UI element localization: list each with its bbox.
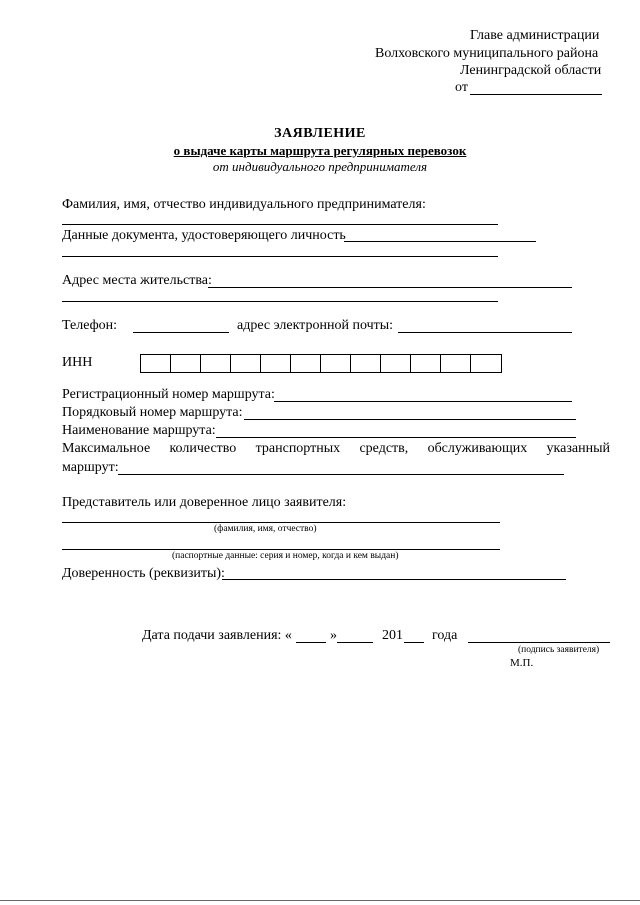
document-from: от индивидуального предпринимателя [212,159,428,174]
inn-cell[interactable] [411,355,441,372]
route-order-number-field[interactable] [244,419,576,420]
representative-fio-caption: (фамилия, имя, отчество) [214,524,317,534]
fio-field[interactable] [62,224,498,225]
representative-fio-field[interactable] [62,522,500,523]
inn-cell[interactable] [351,355,381,372]
header-from-label: от [455,80,468,95]
route-name-label: Наименование маршрута: [62,423,216,438]
signature-field[interactable] [468,642,610,643]
inn-label: ИНН [62,355,93,370]
header-from-field[interactable] [470,94,602,95]
inn-cell[interactable] [381,355,411,372]
route-reg-number-label: Регистрационный номер маршрута: [62,387,275,402]
max-vehicles-field[interactable] [118,474,564,475]
phone-field[interactable] [133,332,229,333]
date-month-field[interactable] [337,642,373,643]
date-year-field[interactable] [404,642,424,643]
document-title: ЗАЯВЛЕНИЕ [274,126,366,141]
date-label: Дата подачи заявления: « [142,628,292,643]
document-subtitle: о выдаче карты маршрута регулярных перевозок [173,143,467,158]
route-name-field[interactable] [216,437,576,438]
inn-cell[interactable] [141,355,171,372]
representative-label: Представитель или доверенное лицо заявителя: [62,495,347,510]
email-field[interactable] [398,332,572,333]
signature-caption: (подпись заявителя) [518,645,600,655]
address-field-2[interactable] [62,301,498,302]
date-close-quote: » [330,628,337,643]
header-line-1: Главе администрации [470,28,600,43]
address-field[interactable] [208,287,572,288]
inn-cell[interactable] [171,355,201,372]
max-vehicles-end-label: маршрут: [62,460,119,475]
document-label: Данные документа, удостоверяющего личность [62,228,346,243]
max-vehicles-word: Максимальное [62,441,151,456]
passport-caption: (паспортные данные: серия и номер, когда и кем выдан) [172,551,399,561]
inn-cell[interactable] [231,355,261,372]
max-vehicles-word: обслуживающих [427,441,528,456]
year-suffix: года [432,628,458,643]
document-field[interactable] [344,241,536,242]
passport-field[interactable] [62,549,500,550]
scan-edge [0,900,640,901]
power-of-attorney-label: Доверенность (реквизиты): [62,566,225,581]
date-day-field[interactable] [296,642,326,643]
fio-label: Фамилия, имя, отчество индивидуального предпринимателя: [62,197,426,212]
route-order-number-label: Порядковый номер маршрута: [62,405,243,420]
inn-grid[interactable] [140,354,502,373]
year-prefix: 201 [382,628,403,643]
phone-label: Телефон: [62,318,118,333]
address-label: Адрес места жительства: [62,273,212,288]
stamp-label: М.П. [510,657,534,669]
inn-cell[interactable] [291,355,321,372]
max-vehicles-word: количество [169,441,237,456]
inn-cell[interactable] [471,355,501,372]
power-of-attorney-field[interactable] [222,579,566,580]
inn-cell[interactable] [261,355,291,372]
email-label: адрес электронной почты: [237,318,394,333]
document-field-2[interactable] [62,256,498,257]
inn-cell[interactable] [321,355,351,372]
max-vehicles-word: указанный [546,441,610,456]
header-line-2: Волховского муниципального района [375,46,599,61]
max-vehicles-word: средств, [359,441,409,456]
route-reg-number-field[interactable] [274,401,572,402]
max-vehicles-label [62,441,610,457]
max-vehicles-word: транспортных [255,441,341,456]
inn-cell[interactable] [201,355,231,372]
inn-cell[interactable] [441,355,471,372]
header-line-3: Ленинградской области [460,63,602,78]
